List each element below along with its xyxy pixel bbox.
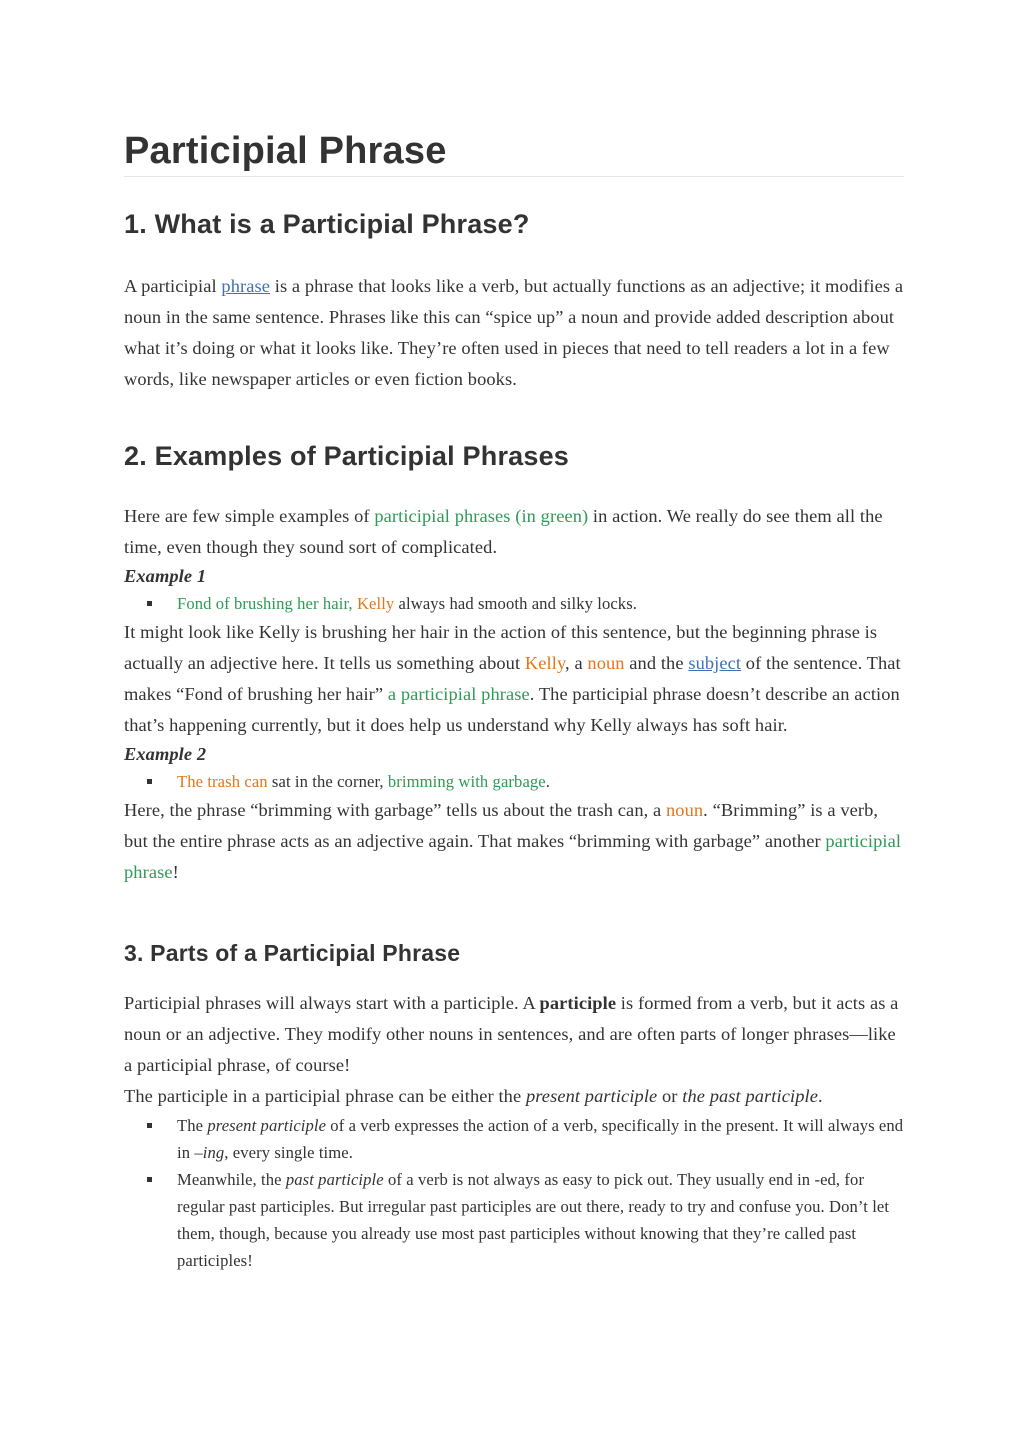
text-run: or [657,1086,683,1106]
subject-link[interactable]: subject [688,653,742,673]
example-2-label: Example 2 [124,744,207,764]
text-run: The participle in a participial phrase can be either the [124,1086,526,1106]
section-2-intro [124,501,904,563]
highlight-orange: noun [665,800,704,820]
section-1-heading: 1. What is a Participial Phrase? [124,209,530,239]
page-title: Participial Phrase [124,128,904,177]
text-run: sat in the corner, [267,772,388,791]
text-run: , a [565,653,588,673]
text-run: . “Brimming” is a verb, but the entire phrase acts as an adjective again. That makes “brimming with garbage” another [124,800,879,851]
text-run: It might look like Kelly is brushing her hair in the action of this sentence, but the beginning phrase is actually an adjective here. It tells us something about [124,622,878,673]
example-1-list [124,590,904,617]
section-3-heading: 3. Parts of a Participial Phrase [124,940,461,966]
text-run: of a verb is not always as easy to pick out. They usually end in -ed, for regular past participles. But irregular past participles are out there, ready to try and confuse you. Don’t let them, though, because you already use most past participles without knowing that they’re called past participles! [177,1170,890,1270]
list-item [177,1112,904,1166]
highlight-green: participial phrases (in green) [374,506,589,526]
text-run: Here, the phrase “brimming with garbage” tells us about the trash can, a [124,800,666,820]
document-page [124,128,904,1274]
italic-term: past participle [285,1170,384,1189]
example-2-explanation [124,795,904,888]
text-run: always had smooth and silky locks. [394,594,638,613]
text-run: of the sentence. That makes “Fond of brushing her hair” [124,653,901,704]
text-run: Here are few simple examples of [124,506,375,526]
highlight-green: Fond of brushing her hair, [177,594,353,613]
text-run: . [817,1086,823,1106]
participle-list [124,1112,904,1274]
bold-term: participle [539,993,617,1013]
list-item [177,1166,904,1274]
example-1-label: Example 1 [124,566,207,586]
text-run: is formed from a verb, but it acts as a noun or an adjective. They modify other nouns in sentences, and are often parts of longer phrases—like a participial phrase, of course! [124,993,899,1075]
text-run: The [177,1116,208,1135]
text-run: ! [172,862,179,882]
highlight-green: a participial phrase [387,684,530,704]
highlight-orange: The trash can [177,772,268,791]
section-2-heading: 2. Examples of Participial Phrases [124,441,570,471]
text-run: . [545,772,551,791]
text-run: , every single time. [224,1143,353,1162]
highlight-orange: Kelly [356,594,395,613]
text-run: and the [624,653,689,673]
highlight-green: participial phrase [124,831,902,882]
text-run: Participial phrases will always start with a participle. A [124,993,540,1013]
section-3-paragraph-1 [124,988,904,1081]
text-run: A participial [124,276,222,296]
italic-term: present participle [207,1116,327,1135]
text-run: . The participial phrase doesn’t describe an action that’s happening currently, but it does help us understand why Kelly always has soft hair. [124,684,900,735]
section-3-paragraph-2 [124,1081,904,1112]
section-1-paragraph [124,271,904,395]
text-run: is a phrase that looks like a verb, but actually functions as an adjective; it modifies a noun in the same sentence. Phrases like this can “spice up” a noun and provide added description about what it’s doing or what it looks like. They’re often used in pieces that need to tell readers a lot in a few words, like newspaper articles or even fiction books. [124,276,904,389]
example-2-list [124,768,904,795]
italic-term: the past participle [682,1086,818,1106]
list-item [177,768,904,795]
text-run: of a verb expresses the action of a verb, specifically in the present. It will always end in [177,1116,904,1162]
phrase-link[interactable]: phrase [221,276,271,296]
italic-term: present participle [525,1086,658,1106]
example-1-explanation [124,617,904,741]
highlight-orange: Kelly [524,653,566,673]
highlight-green: brimming with garbage [387,772,546,791]
list-item [177,590,904,617]
highlight-orange: noun [587,653,625,673]
text-run: Meanwhile, the [177,1170,286,1189]
text-run: in action. We really do see them all the time, even though they sound sort of complicated. [124,506,883,557]
italic-term: –ing [194,1143,225,1162]
